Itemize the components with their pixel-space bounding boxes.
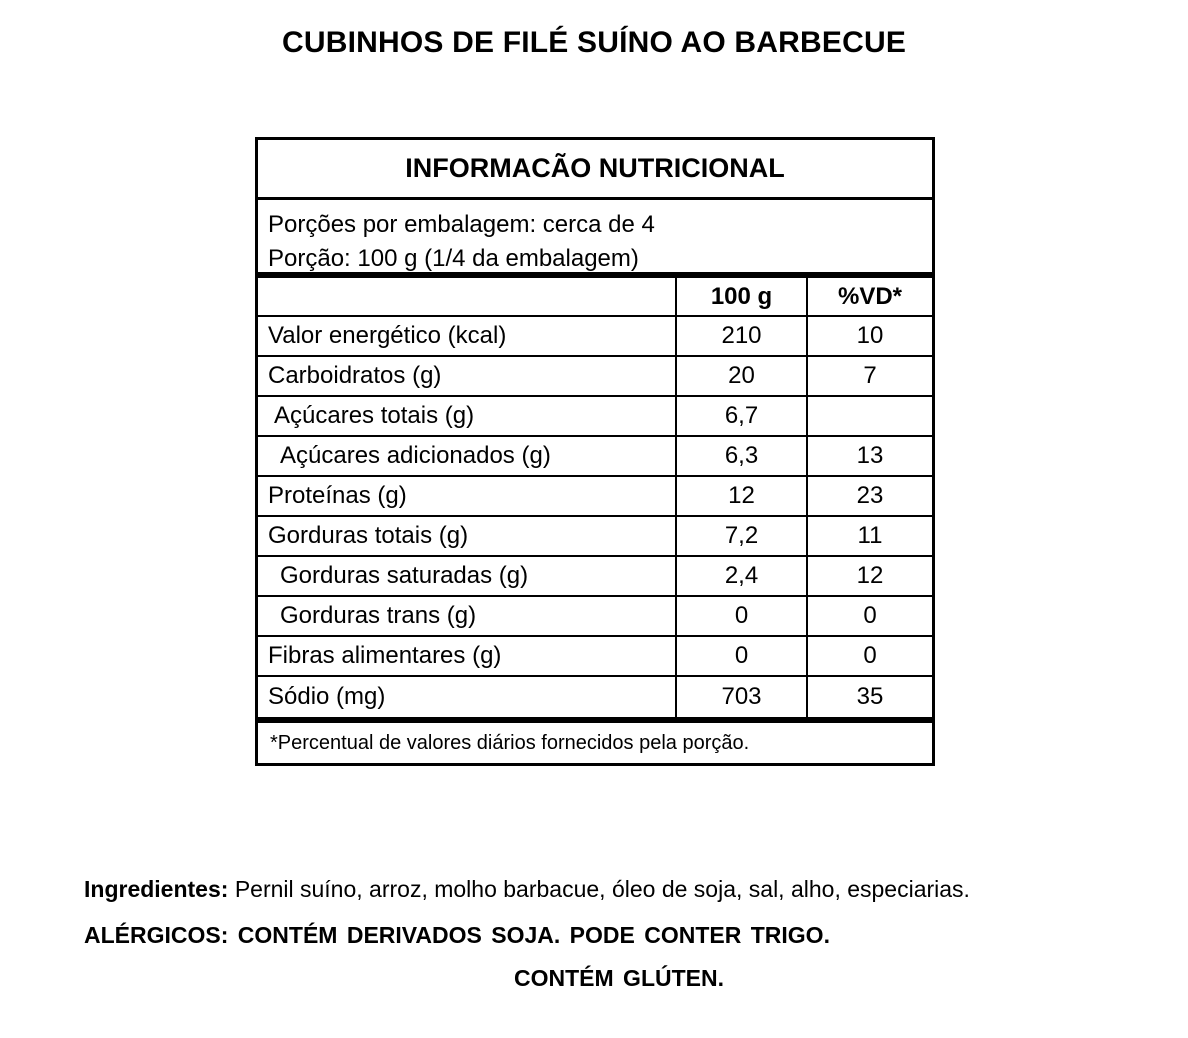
- allergens-line: [84, 922, 830, 949]
- allergens-gluten: CONTÉM GLÚTEN.: [514, 965, 724, 991]
- nutrient-amount: 210: [676, 316, 807, 356]
- nutrition-facts-panel: [255, 137, 935, 766]
- column-header-name: [258, 278, 676, 316]
- nutrient-dv: 11: [807, 516, 932, 556]
- serving-info: [258, 200, 932, 278]
- table-row: [258, 516, 932, 556]
- table-row: [258, 476, 932, 516]
- nutrient-dv: 23: [807, 476, 932, 516]
- nutrient-amount: 12: [676, 476, 807, 516]
- ingredients-text: Pernil suíno, arroz, molho barbacue, óleo de soja, sal, alho, especiarias.: [234, 876, 970, 902]
- nutrient-name: Valor energético (kcal): [258, 316, 676, 356]
- table-row: [258, 636, 932, 676]
- servings-per-package: Porções por embalagem: cerca de 4: [268, 211, 655, 238]
- nutrient-name: Açúcares adicionados (g): [258, 436, 676, 476]
- column-header-amount: 100 g: [676, 278, 807, 316]
- nutrient-amount: 0: [676, 636, 807, 676]
- product-title: CUBINHOS DE FILÉ SUÍNO AO BARBECUE: [281, 26, 907, 59]
- nutrient-amount: 20: [676, 356, 807, 396]
- nutrient-amount: 6,3: [676, 436, 807, 476]
- nutrient-dv: 13: [807, 436, 932, 476]
- nutrient-dv: 0: [807, 636, 932, 676]
- ingredients-line: [84, 876, 970, 903]
- nutrient-dv: [807, 396, 932, 436]
- table-row: [258, 316, 932, 356]
- dv-footnote: *Percentual de valores diários fornecidos pela porção.: [270, 732, 750, 754]
- nutrient-amount: 2,4: [676, 556, 807, 596]
- serving-size: Porção: 100 g (1/4 da embalagem): [268, 245, 639, 272]
- table-row: [258, 596, 932, 636]
- nutrient-amount: 0: [676, 596, 807, 636]
- nutrient-name: Gorduras totais (g): [258, 516, 676, 556]
- nutrient-name: Gorduras saturadas (g): [258, 556, 676, 596]
- nutrient-name: Carboidratos (g): [258, 356, 676, 396]
- nutrition-header: INFORMACÃO NUTRICIONAL: [258, 140, 932, 200]
- nutrient-name: Açúcares totais (g): [258, 396, 676, 436]
- nutrient-dv: 35: [807, 676, 932, 720]
- column-header-dv: %VD*: [807, 278, 932, 316]
- allergens-label: ALÉRGICOS:: [84, 922, 229, 948]
- table-row: [258, 676, 932, 720]
- table-row: [258, 556, 932, 596]
- allergens-text: CONTÉM DERIVADOS SOJA. PODE CONTER TRIGO.: [237, 922, 830, 948]
- nutrient-name: Proteínas (g): [258, 476, 676, 516]
- nutrient-name: Fibras alimentares (g): [258, 636, 676, 676]
- nutrition-table: [258, 278, 932, 723]
- ingredients-label: Ingredientes:: [84, 876, 229, 902]
- table-row: [258, 396, 932, 436]
- nutrient-dv: 10: [807, 316, 932, 356]
- nutrient-dv: 0: [807, 596, 932, 636]
- nutrient-amount: 7,2: [676, 516, 807, 556]
- table-row: [258, 356, 932, 396]
- nutrient-name: Sódio (mg): [258, 676, 676, 720]
- table-row: [258, 436, 932, 476]
- table-header-row: [258, 278, 932, 316]
- nutrient-amount: 703: [676, 676, 807, 720]
- nutrient-dv: 12: [807, 556, 932, 596]
- nutrient-dv: 7: [807, 356, 932, 396]
- nutrient-amount: 6,7: [676, 396, 807, 436]
- nutrient-name: Gorduras trans (g): [258, 596, 676, 636]
